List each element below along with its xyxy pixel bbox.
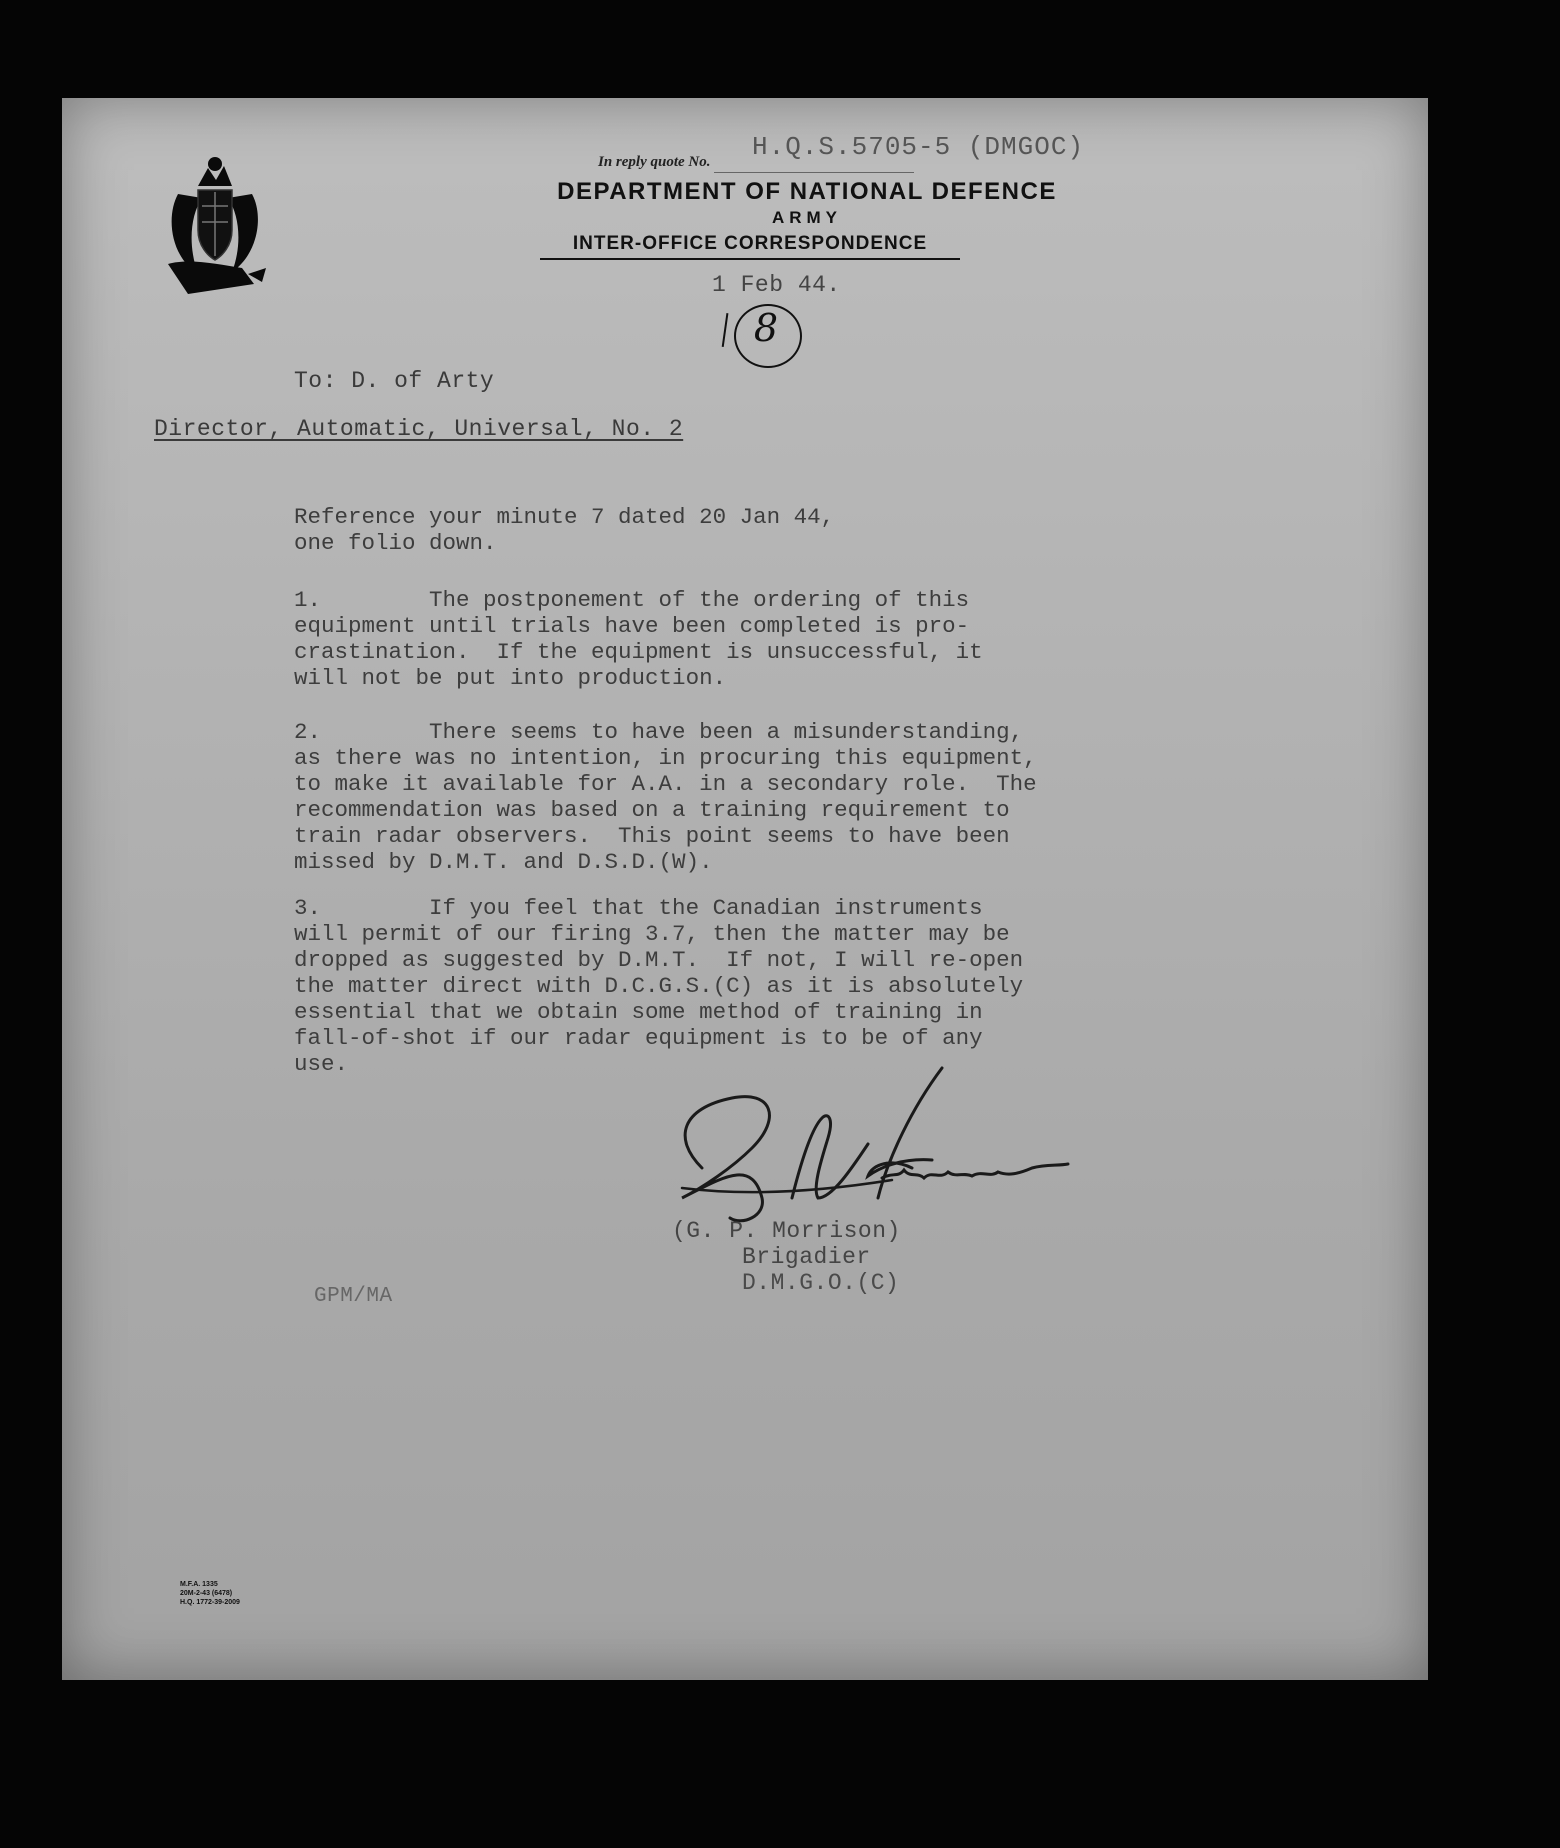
intro-paragraph: Reference your minute 7 dated 20 Jan 44, one folio down. [294,504,835,556]
form-code: M.F.A. 1335 20M-2-43 (6478) H.Q. 1772-39-2009 [180,1581,240,1606]
department-heading: DEPARTMENT OF NATIONAL DEFENCE [557,178,1057,205]
paragraph-3: 3. If you feel that the Canadian instruments will permit of our firing 3.7, then the matter may be dropped as suggested by D.M.T. If not, I will re-open the matter direct with D.C.G.S.(C) as it is absolutely essential that we obtain some method of training in fall-of-shot if our radar equipment is to be of any use. [294,895,1024,1077]
subject-line: Director, Automatic, Universal, No. 2 [154,416,684,442]
signer-rank: Brigadier [742,1244,871,1270]
coat-of-arms-icon [158,146,268,296]
letter-date: 1 Feb 44. [712,272,841,298]
signer-appointment: D.M.G.O.(C) [742,1270,900,1296]
reference-rule [714,172,914,173]
reply-quote-label: In reply quote No. [598,154,711,170]
signer-name: (G. P. Morrison) [672,1218,901,1244]
reference-initials: GPM/MA [314,1285,393,1308]
folio-number: 8 [753,306,779,350]
paragraph-2: 2. There seems to have been a misunderstanding, as there was no intention, in procuring this equipment, to make it available for A.A. in a secondary role. The recommendation was based on a training requirement to train radar observers. This point seems to have been missed by D.M.T. and D.S.D.(W). [294,719,1037,875]
document-type-heading: INTER-OFFICE CORRESPONDENCE [540,233,960,260]
letter-page [62,98,1428,1680]
handwritten-signature [642,1048,1102,1238]
branch-heading: ARMY [771,208,843,227]
paragraph-1: 1. The postponement of the ordering of this equipment until trials have been completed is pro- crastination. If the equipment is unsuccessful, it will not be put into production. [294,587,983,691]
file-reference-number: H.Q.S.5705-5 (DMGOC) [752,132,1085,162]
addressee-line: To: D. of Arty [294,368,495,394]
